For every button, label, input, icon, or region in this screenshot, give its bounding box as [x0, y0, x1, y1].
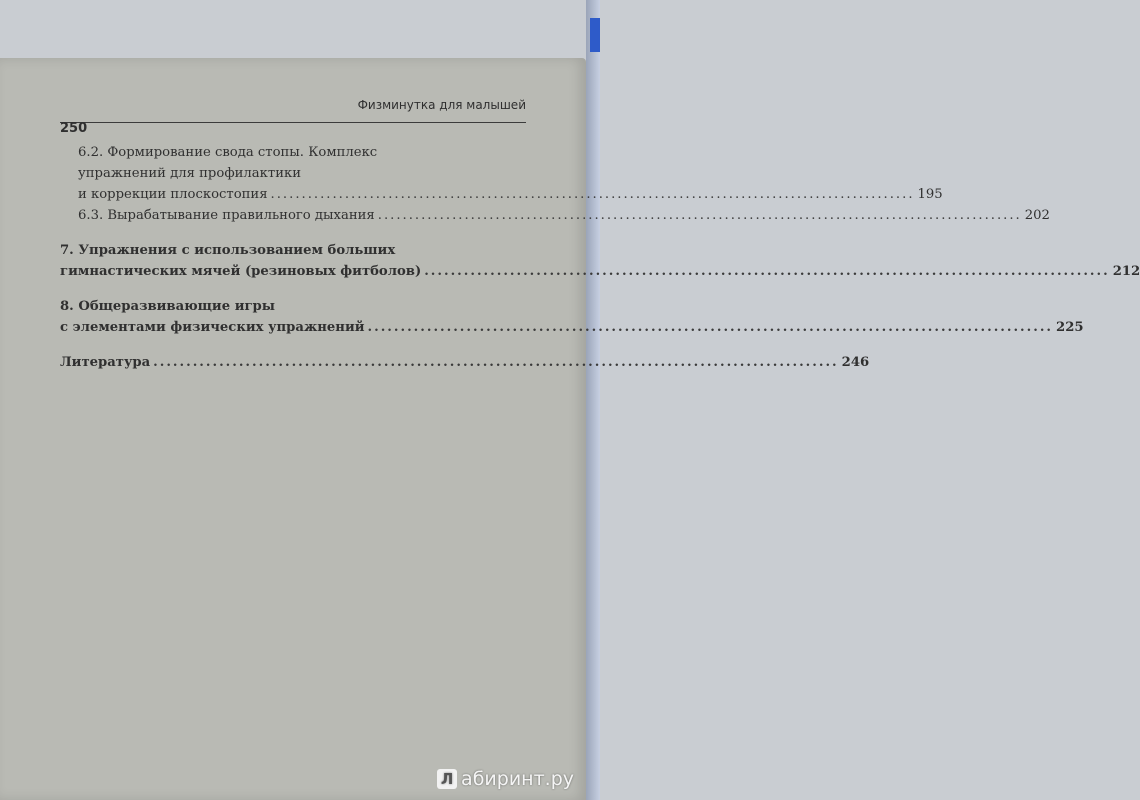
page-header [60, 98, 526, 136]
toc-line: 6.3. Вырабатывание правильного дыхания [78, 208, 375, 223]
dot-leader: ........................................................................................................ [367, 320, 1054, 335]
toc-entry-6-3 [60, 205, 1050, 226]
watermark-text: абиринт.ру [461, 768, 574, 790]
dot-leader: ........................................................................................................ [377, 208, 1022, 223]
toc-page-number: 246 [841, 355, 870, 370]
toc-entry-6-2 [60, 142, 943, 205]
toc-entry-8 [60, 296, 1084, 338]
toc-line: упражнений для профилактики [78, 166, 302, 181]
labirint-logo-icon: Л [437, 769, 457, 789]
toc-line: гимнастических мячей (резиновых фитболов) [60, 264, 422, 279]
toc-line: 7. Упражнения с использованием больших [60, 243, 396, 258]
toc-line: и коррекции плоскостопия [78, 187, 268, 202]
toc-entry-7 [60, 240, 1140, 282]
toc-line: Литература [60, 355, 151, 370]
toc-entry-literature [60, 352, 870, 373]
toc-page-number: 195 [917, 187, 943, 202]
dot-leader: ........................................................................................................ [424, 264, 1110, 279]
toc-line: 8. Общеразвивающие игры [60, 299, 275, 314]
toc-line: с элементами физических упражнений [60, 320, 365, 335]
dot-leader: ........................................................................................................ [153, 355, 839, 370]
table-of-contents [60, 142, 1140, 373]
page-edge [586, 0, 600, 800]
toc-page-number: 202 [1024, 208, 1050, 223]
page-number: 250 [60, 121, 88, 136]
watermark [437, 768, 574, 790]
toc-line: 6.2. Формирование свода стопы. Комплекс [78, 145, 378, 160]
running-head: Физминутка для малышей [357, 98, 526, 112]
dot-leader: ........................................................................................................ [270, 187, 915, 202]
toc-page-number: 225 [1056, 320, 1084, 335]
bookmark-ribbon [590, 18, 600, 52]
toc-page-number: 212 [1112, 264, 1140, 279]
